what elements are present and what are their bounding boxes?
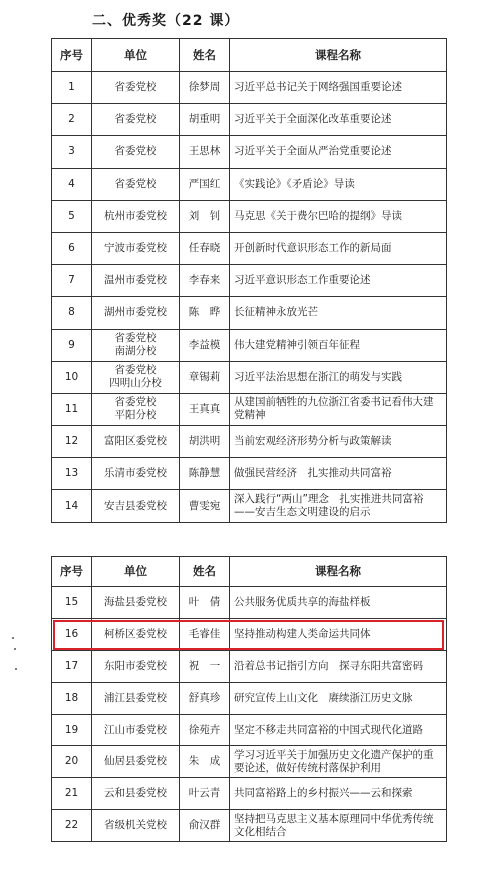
header-name: 姓名 xyxy=(180,557,230,587)
header-no: 序号 xyxy=(52,557,92,587)
cell-name: 舒真珍 xyxy=(180,682,230,714)
cell-no: 10 xyxy=(52,361,92,393)
cell-no: 14 xyxy=(52,490,92,522)
table-row xyxy=(52,200,447,232)
cell-course: 公共服务优质共享的海盐样板 xyxy=(230,587,447,619)
header-course: 课程名称 xyxy=(230,39,447,72)
table-row xyxy=(52,329,447,361)
cell-unit: 省委党校 平阳分校 xyxy=(92,393,180,425)
cell-course: 坚持推动构建人类命运共同体 xyxy=(230,618,447,650)
cell-course: 习近平法治思想在浙江的萌发与实践 xyxy=(230,361,447,393)
table-row xyxy=(52,426,447,458)
cell-no: 5 xyxy=(52,200,92,232)
cell-no: 16 xyxy=(52,618,92,650)
cell-course: 共同富裕路上的乡村振兴——云和探索 xyxy=(230,778,447,810)
cell-unit: 仙居县委党校 xyxy=(92,746,180,778)
scan-speck xyxy=(14,648,16,650)
cell-course: 习近平意识形态工作重要论述 xyxy=(230,265,447,297)
table-row xyxy=(52,104,447,136)
table-row xyxy=(52,458,447,490)
table-row xyxy=(52,168,447,200)
cell-unit: 湖州市委党校 xyxy=(92,297,180,329)
cell-name: 王真真 xyxy=(180,393,230,425)
cell-no: 22 xyxy=(52,810,92,842)
cell-no: 19 xyxy=(52,714,92,746)
cell-no: 18 xyxy=(52,682,92,714)
cell-no: 12 xyxy=(52,426,92,458)
cell-no: 13 xyxy=(52,458,92,490)
cell-name: 陈 晔 xyxy=(180,297,230,329)
cell-no: 3 xyxy=(52,136,92,168)
cell-no: 1 xyxy=(52,72,92,104)
cell-no: 11 xyxy=(52,393,92,425)
header-course: 课程名称 xyxy=(230,557,447,587)
header-name: 姓名 xyxy=(180,39,230,72)
cell-unit: 江山市委党校 xyxy=(92,714,180,746)
cell-no: 21 xyxy=(52,778,92,810)
header-unit: 单位 xyxy=(92,557,180,587)
cell-name: 章锡莉 xyxy=(180,361,230,393)
cell-name: 胡重明 xyxy=(180,104,230,136)
cell-course: 习近平关于全面从严治党重要论述 xyxy=(230,136,447,168)
cell-unit: 富阳区委党校 xyxy=(92,426,180,458)
cell-unit: 省委党校 xyxy=(92,136,180,168)
cell-course: 研究宣传上山文化 赓续浙江历史文脉 xyxy=(230,682,447,714)
header-no: 序号 xyxy=(52,39,92,72)
cell-unit: 云和县委党校 xyxy=(92,778,180,810)
table-header-row xyxy=(52,557,447,587)
cell-unit: 宁波市委党校 xyxy=(92,232,180,264)
cell-no: 17 xyxy=(52,650,92,682)
cell-name: 陈静慧 xyxy=(180,458,230,490)
scan-speck xyxy=(12,637,14,639)
table-row xyxy=(52,265,447,297)
table-row xyxy=(52,746,447,778)
cell-no: 2 xyxy=(52,104,92,136)
table-row xyxy=(52,297,447,329)
table-row xyxy=(52,361,447,393)
cell-unit: 东阳市委党校 xyxy=(92,650,180,682)
cell-course: 习近平总书记关于网络强国重要论述 xyxy=(230,72,447,104)
table-row xyxy=(52,714,447,746)
awards-table-part1 xyxy=(51,38,447,523)
header-unit: 单位 xyxy=(92,39,180,72)
table-row xyxy=(52,618,447,650)
cell-course: 习近平关于全面深化改革重要论述 xyxy=(230,104,447,136)
cell-no: 15 xyxy=(52,587,92,619)
cell-no: 6 xyxy=(52,232,92,264)
cell-unit: 温州市委党校 xyxy=(92,265,180,297)
cell-unit: 柯桥区委党校 xyxy=(92,618,180,650)
cell-unit: 省委党校 四明山分校 xyxy=(92,361,180,393)
cell-no: 7 xyxy=(52,265,92,297)
table-row xyxy=(52,810,447,842)
cell-name: 徐苑卉 xyxy=(180,714,230,746)
cell-unit: 省委党校 xyxy=(92,72,180,104)
cell-course: 做强民营经济 扎实推动共同富裕 xyxy=(230,458,447,490)
table-row xyxy=(52,490,447,522)
cell-unit: 浦江县委党校 xyxy=(92,682,180,714)
cell-course: 坚持把马克思主义基本原理同中华优秀传统文化相结合 xyxy=(230,810,447,842)
table-row xyxy=(52,72,447,104)
cell-no: 4 xyxy=(52,168,92,200)
table-row xyxy=(52,136,447,168)
table-row xyxy=(52,650,447,682)
cell-course: 伟大建党精神引领百年征程 xyxy=(230,329,447,361)
cell-name: 叶 倩 xyxy=(180,587,230,619)
table-row xyxy=(52,778,447,810)
cell-no: 9 xyxy=(52,329,92,361)
cell-name: 刘 钊 xyxy=(180,200,230,232)
scan-speck xyxy=(15,668,17,670)
cell-course: 当前宏观经济形势分析与政策解读 xyxy=(230,426,447,458)
cell-name: 严国红 xyxy=(180,168,230,200)
cell-unit: 省委党校 xyxy=(92,168,180,200)
cell-course: 学习习近平关于加强历史文化遗产保护的重要论述，做好传统村落保护利用 xyxy=(230,746,447,778)
awards-table-part2 xyxy=(51,556,447,842)
cell-unit: 安吉县委党校 xyxy=(92,490,180,522)
cell-name: 叶云青 xyxy=(180,778,230,810)
cell-name: 胡洪明 xyxy=(180,426,230,458)
section-heading: 二、优秀奖（22 课） xyxy=(92,13,240,29)
cell-course: 从建国前牺牲的九位浙江省委书记看伟大建党精神 xyxy=(230,393,447,425)
cell-name: 俞汉群 xyxy=(180,810,230,842)
cell-unit: 杭州市委党校 xyxy=(92,200,180,232)
cell-unit: 省委党校 南湖分校 xyxy=(92,329,180,361)
table-header-row xyxy=(52,39,447,72)
cell-unit: 海盐县委党校 xyxy=(92,587,180,619)
cell-name: 祝 一 xyxy=(180,650,230,682)
table-row xyxy=(52,232,447,264)
cell-course: 深入践行“两山”理念 扎实推进共同富裕 ——安吉生态文明建设的启示 xyxy=(230,490,447,522)
cell-name: 李春来 xyxy=(180,265,230,297)
cell-course: 沿着总书记指引方向 探寻东阳共富密码 xyxy=(230,650,447,682)
cell-name: 毛睿佳 xyxy=(180,618,230,650)
cell-course: 《实践论》《矛盾论》导读 xyxy=(230,168,447,200)
cell-unit: 乐清市委党校 xyxy=(92,458,180,490)
table-row xyxy=(52,682,447,714)
cell-no: 8 xyxy=(52,297,92,329)
cell-name: 曹雯宛 xyxy=(180,490,230,522)
cell-unit: 省级机关党校 xyxy=(92,810,180,842)
cell-name: 徐梦周 xyxy=(180,72,230,104)
cell-name: 任春晓 xyxy=(180,232,230,264)
cell-name: 李益模 xyxy=(180,329,230,361)
cell-name: 王思林 xyxy=(180,136,230,168)
cell-course: 马克思《关于费尔巴哈的提纲》导读 xyxy=(230,200,447,232)
cell-course: 坚定不移走共同富裕的中国式现代化道路 xyxy=(230,714,447,746)
cell-unit: 省委党校 xyxy=(92,104,180,136)
cell-name: 朱 成 xyxy=(180,746,230,778)
table-row xyxy=(52,393,447,425)
table-row xyxy=(52,587,447,619)
cell-no: 20 xyxy=(52,746,92,778)
cell-course: 长征精神永放光芒 xyxy=(230,297,447,329)
cell-course: 开创新时代意识形态工作的新局面 xyxy=(230,232,447,264)
